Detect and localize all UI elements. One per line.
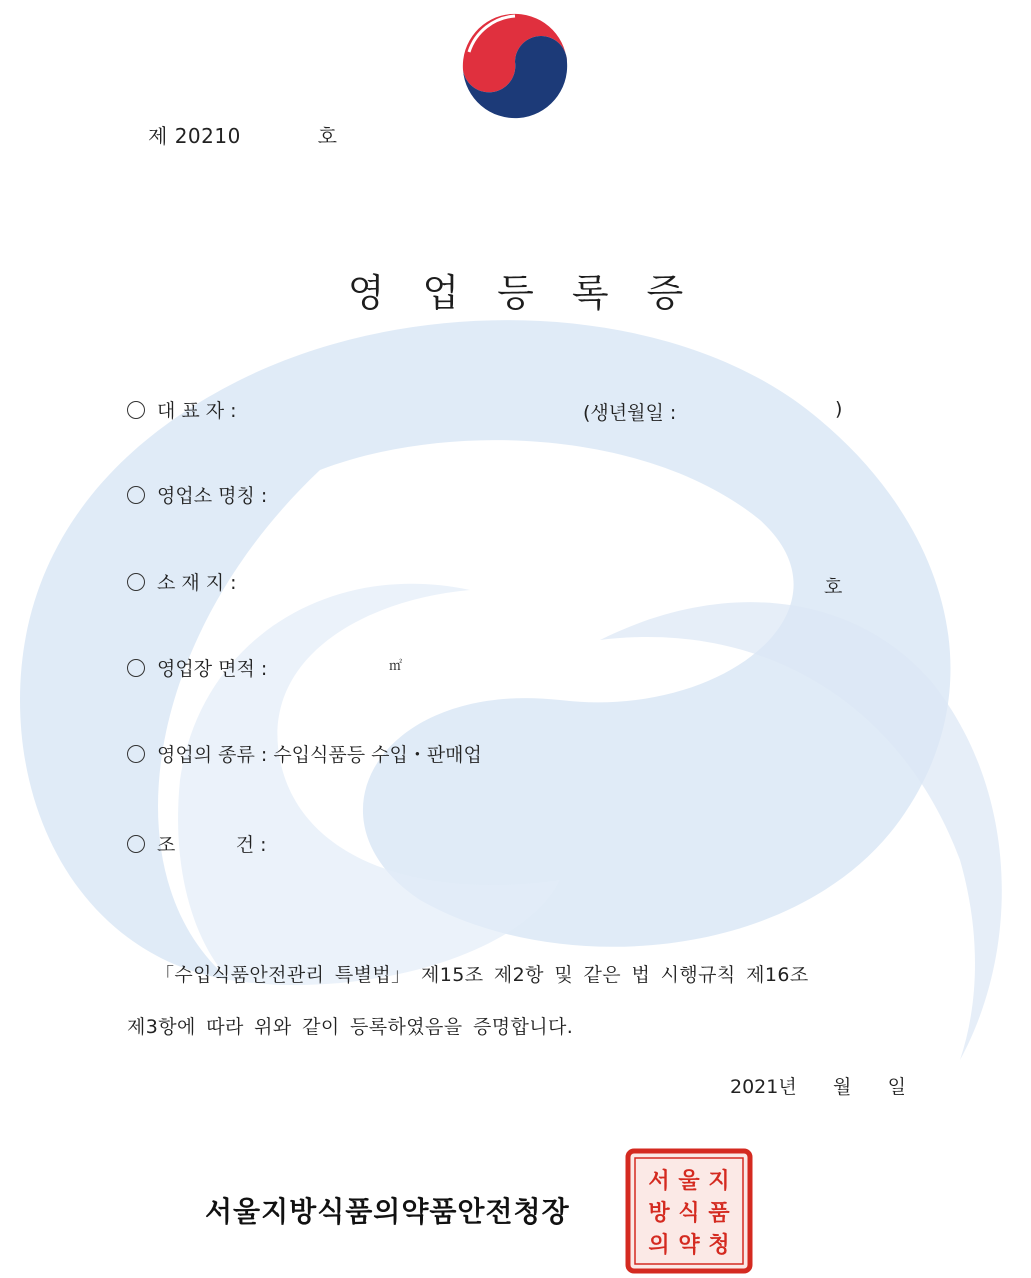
birth-date-label: (생년월일 :	[583, 402, 677, 424]
certificate-number-prefix: 제	[148, 124, 168, 148]
business-type-label: 영업의 종류 :	[157, 744, 268, 766]
representative-label: 대 표 자 :	[157, 400, 237, 422]
field-business-name	[127, 481, 267, 508]
issue-date	[730, 1072, 906, 1099]
business-name-label: 영업소 명칭 :	[157, 485, 268, 507]
field-business-type	[127, 740, 482, 767]
location-label: 소 재 지 :	[157, 572, 237, 594]
field-area	[127, 654, 267, 681]
svg-text:식: 식	[678, 1200, 700, 1226]
circle-bullet-icon	[127, 835, 145, 853]
circle-bullet-icon	[127, 486, 145, 504]
official-seal-stamp	[625, 1148, 753, 1274]
circle-bullet-icon	[127, 573, 145, 591]
area-unit: ㎡	[389, 659, 403, 674]
svg-text:품: 품	[708, 1200, 730, 1226]
issue-day: 일	[887, 1076, 906, 1098]
certificate-number	[148, 120, 338, 149]
government-emblem-icon	[455, 12, 575, 122]
svg-text:약: 약	[678, 1232, 700, 1258]
birth-date-close: )	[835, 398, 843, 420]
field-location	[127, 568, 237, 595]
location-suffix: 호	[824, 576, 843, 598]
certificate-number-suffix: 호	[317, 124, 338, 148]
issue-month: 월	[832, 1076, 852, 1098]
circle-bullet-icon	[127, 401, 145, 419]
document-title: 영업등록증	[347, 271, 722, 315]
business-type-value: 수입식품등 수입・판매업	[273, 744, 482, 766]
body-text-line-1: 「수입식품안전관리 특별법」 제15조 제2항 및 같은 법 시행규칙 제16조	[155, 964, 809, 986]
circle-bullet-icon	[127, 745, 145, 763]
svg-text:서: 서	[648, 1168, 670, 1194]
area-label: 영업장 면적 :	[157, 658, 268, 680]
svg-text:울: 울	[678, 1168, 700, 1194]
svg-text:의: 의	[648, 1232, 670, 1258]
issuer-name: 서울지방식품의약품안전청장	[205, 1195, 570, 1228]
svg-text:지: 지	[708, 1168, 730, 1194]
circle-bullet-icon	[127, 659, 145, 677]
condition-label: 조 건 :	[157, 834, 267, 856]
certificate-number-value: 20210	[174, 124, 241, 148]
body-text-line-2: 제3항에 따라 위와 같이 등록하였음을 증명합니다.	[127, 1016, 574, 1038]
field-condition	[127, 830, 267, 857]
field-representative	[127, 396, 237, 423]
issue-year: 2021년	[730, 1076, 797, 1098]
svg-text:방: 방	[648, 1200, 670, 1226]
svg-text:청: 청	[708, 1232, 730, 1258]
